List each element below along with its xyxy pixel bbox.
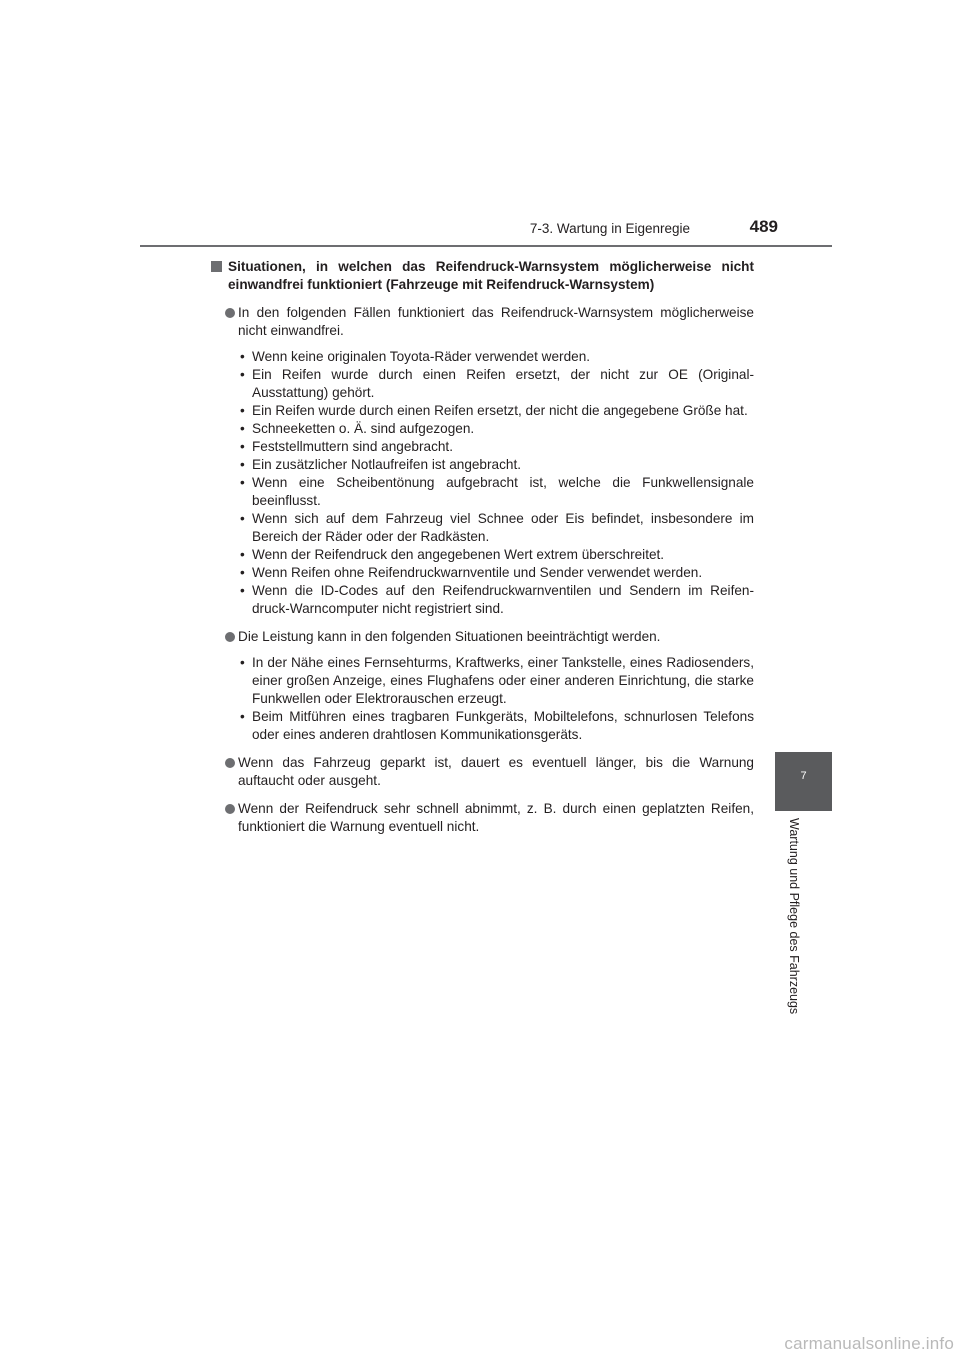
- sub-list-item: [238, 546, 754, 564]
- heading-text: Situationen, in welchen das Reifendruck-Warnsystem möglicherweise nicht einwandfrei funktioniert (Fahrzeuge mit Reifendruck-Warnsystem): [228, 259, 754, 292]
- sub-list-item: [238, 366, 754, 402]
- dot-marker-icon: •: [240, 349, 245, 364]
- page-content: [211, 258, 754, 836]
- sub-item-text: In der Nähe eines Fernsehturms, Kraftwerks, einer Tankstelle, eines Radiosenders, einer großen Anzeige, eines Flughafens oder einer anderen Einrichtung, die starke Funkwellen oder Elektrorauschen erzeugt.: [252, 655, 754, 706]
- dot-marker-icon: •: [240, 403, 245, 418]
- sub-list-item: [238, 402, 754, 420]
- sub-item-text: Ein zusätzlicher Notlaufreifen ist angebracht.: [252, 457, 521, 472]
- sub-list-item: [238, 456, 754, 474]
- bullet-item: [211, 800, 754, 836]
- dot-marker-icon: •: [240, 709, 245, 724]
- sub-item-text: Wenn Reifen ohne Reifendruckwarnventile und Sender verwendet werden.: [252, 565, 703, 580]
- sub-list-item: [238, 582, 754, 618]
- dot-marker-icon: •: [240, 547, 245, 562]
- sub-item-text: Wenn sich auf dem Fahrzeug viel Schnee oder Eis befindet, insbesondere im Bereich der Räder oder der Radkästen.: [252, 511, 754, 544]
- dot-marker-icon: •: [240, 583, 245, 598]
- sub-list-item: [238, 348, 754, 366]
- sub-list-item: [238, 510, 754, 546]
- bullet-text: In den folgenden Fällen funktioniert das Reifendruck-Warnsystem möglicherweise nicht einwandfrei.: [238, 305, 754, 338]
- watermark: carmanualsonline.info: [784, 1334, 954, 1353]
- circle-bullet-icon: [225, 758, 235, 768]
- dot-marker-icon: •: [240, 655, 245, 670]
- section-heading: [211, 258, 754, 294]
- section-title: 7-3. Wartung in Eigenregie: [529, 221, 690, 236]
- sub-list-item: [238, 438, 754, 456]
- dot-marker-icon: •: [240, 565, 245, 580]
- sub-item-text: Wenn eine Scheibentönung aufgebracht ist, welche die Funkwellensignale beeinflusst.: [252, 475, 754, 508]
- circle-bullet-icon: [225, 308, 235, 318]
- dot-marker-icon: •: [240, 421, 245, 436]
- sub-list-item: [238, 654, 754, 708]
- sub-list: [211, 654, 754, 744]
- dot-marker-icon: •: [240, 439, 245, 454]
- square-bullet-icon: [211, 261, 222, 272]
- sub-item-text: Wenn der Reifendruck den angegebenen Wert extrem überschreitet.: [252, 547, 665, 562]
- circle-bullet-icon: [225, 632, 235, 642]
- sub-item-text: Feststellmuttern sind angebracht.: [252, 439, 453, 454]
- sub-item-text: Beim Mitführen eines tragbaren Funkgeräts, Mobiltelefons, schnurlosen Telefons oder eines anderen drahtlosen Kommunikationsgeräts.: [252, 709, 754, 742]
- bullet-item: [211, 628, 754, 646]
- dot-marker-icon: •: [240, 511, 245, 526]
- sub-item-text: Ein Reifen wurde durch einen Reifen ersetzt, der nicht die angegebene Größe hat.: [252, 403, 748, 418]
- dot-marker-icon: •: [240, 475, 245, 490]
- bullet-text: Die Leistung kann in den folgenden Situationen beeinträchtigt werden.: [238, 629, 661, 644]
- chapter-tab: [775, 752, 832, 811]
- circle-bullet-icon: [225, 804, 235, 814]
- sub-item-text: Wenn keine originalen Toyota-Räder verwendet werden.: [252, 349, 591, 364]
- bullet-text: Wenn der Reifendruck sehr schnell abnimmt, z. B. durch einen geplatzten Reifen, funktioniert die Warnung eventuell nicht.: [238, 801, 754, 834]
- sub-item-text: Schneeketten o. Ä. sind aufgezogen.: [252, 421, 475, 436]
- header-divider: [140, 245, 832, 247]
- sub-list: [211, 348, 754, 618]
- bullet-list: [211, 304, 754, 836]
- chapter-number: 7: [800, 770, 807, 782]
- bullet-item: [211, 304, 754, 340]
- sub-list-item: [238, 564, 754, 582]
- dot-marker-icon: •: [240, 457, 245, 472]
- sub-item-text: Wenn die ID-Codes auf den Reifendruckwarnventilen und Sendern im Reifen-druck-Warncomputer nicht registriert sind.: [252, 583, 754, 616]
- bullet-text: Wenn das Fahrzeug geparkt ist, dauert es eventuell länger, bis die Warnung auftaucht oder ausgeht.: [238, 755, 754, 788]
- bullet-item: [211, 754, 754, 790]
- dot-marker-icon: •: [240, 367, 245, 382]
- sub-list-item: [238, 708, 754, 744]
- sub-list-item: [238, 420, 754, 438]
- sub-item-text: Ein Reifen wurde durch einen Reifen ersetzt, der nicht zur OE (Original-Ausstattung) gehört.: [252, 367, 754, 400]
- chapter-label: Wartung und Pflege des Fahrzeugs: [787, 818, 801, 1015]
- sub-list-item: [238, 474, 754, 510]
- page-number: 489: [749, 217, 778, 236]
